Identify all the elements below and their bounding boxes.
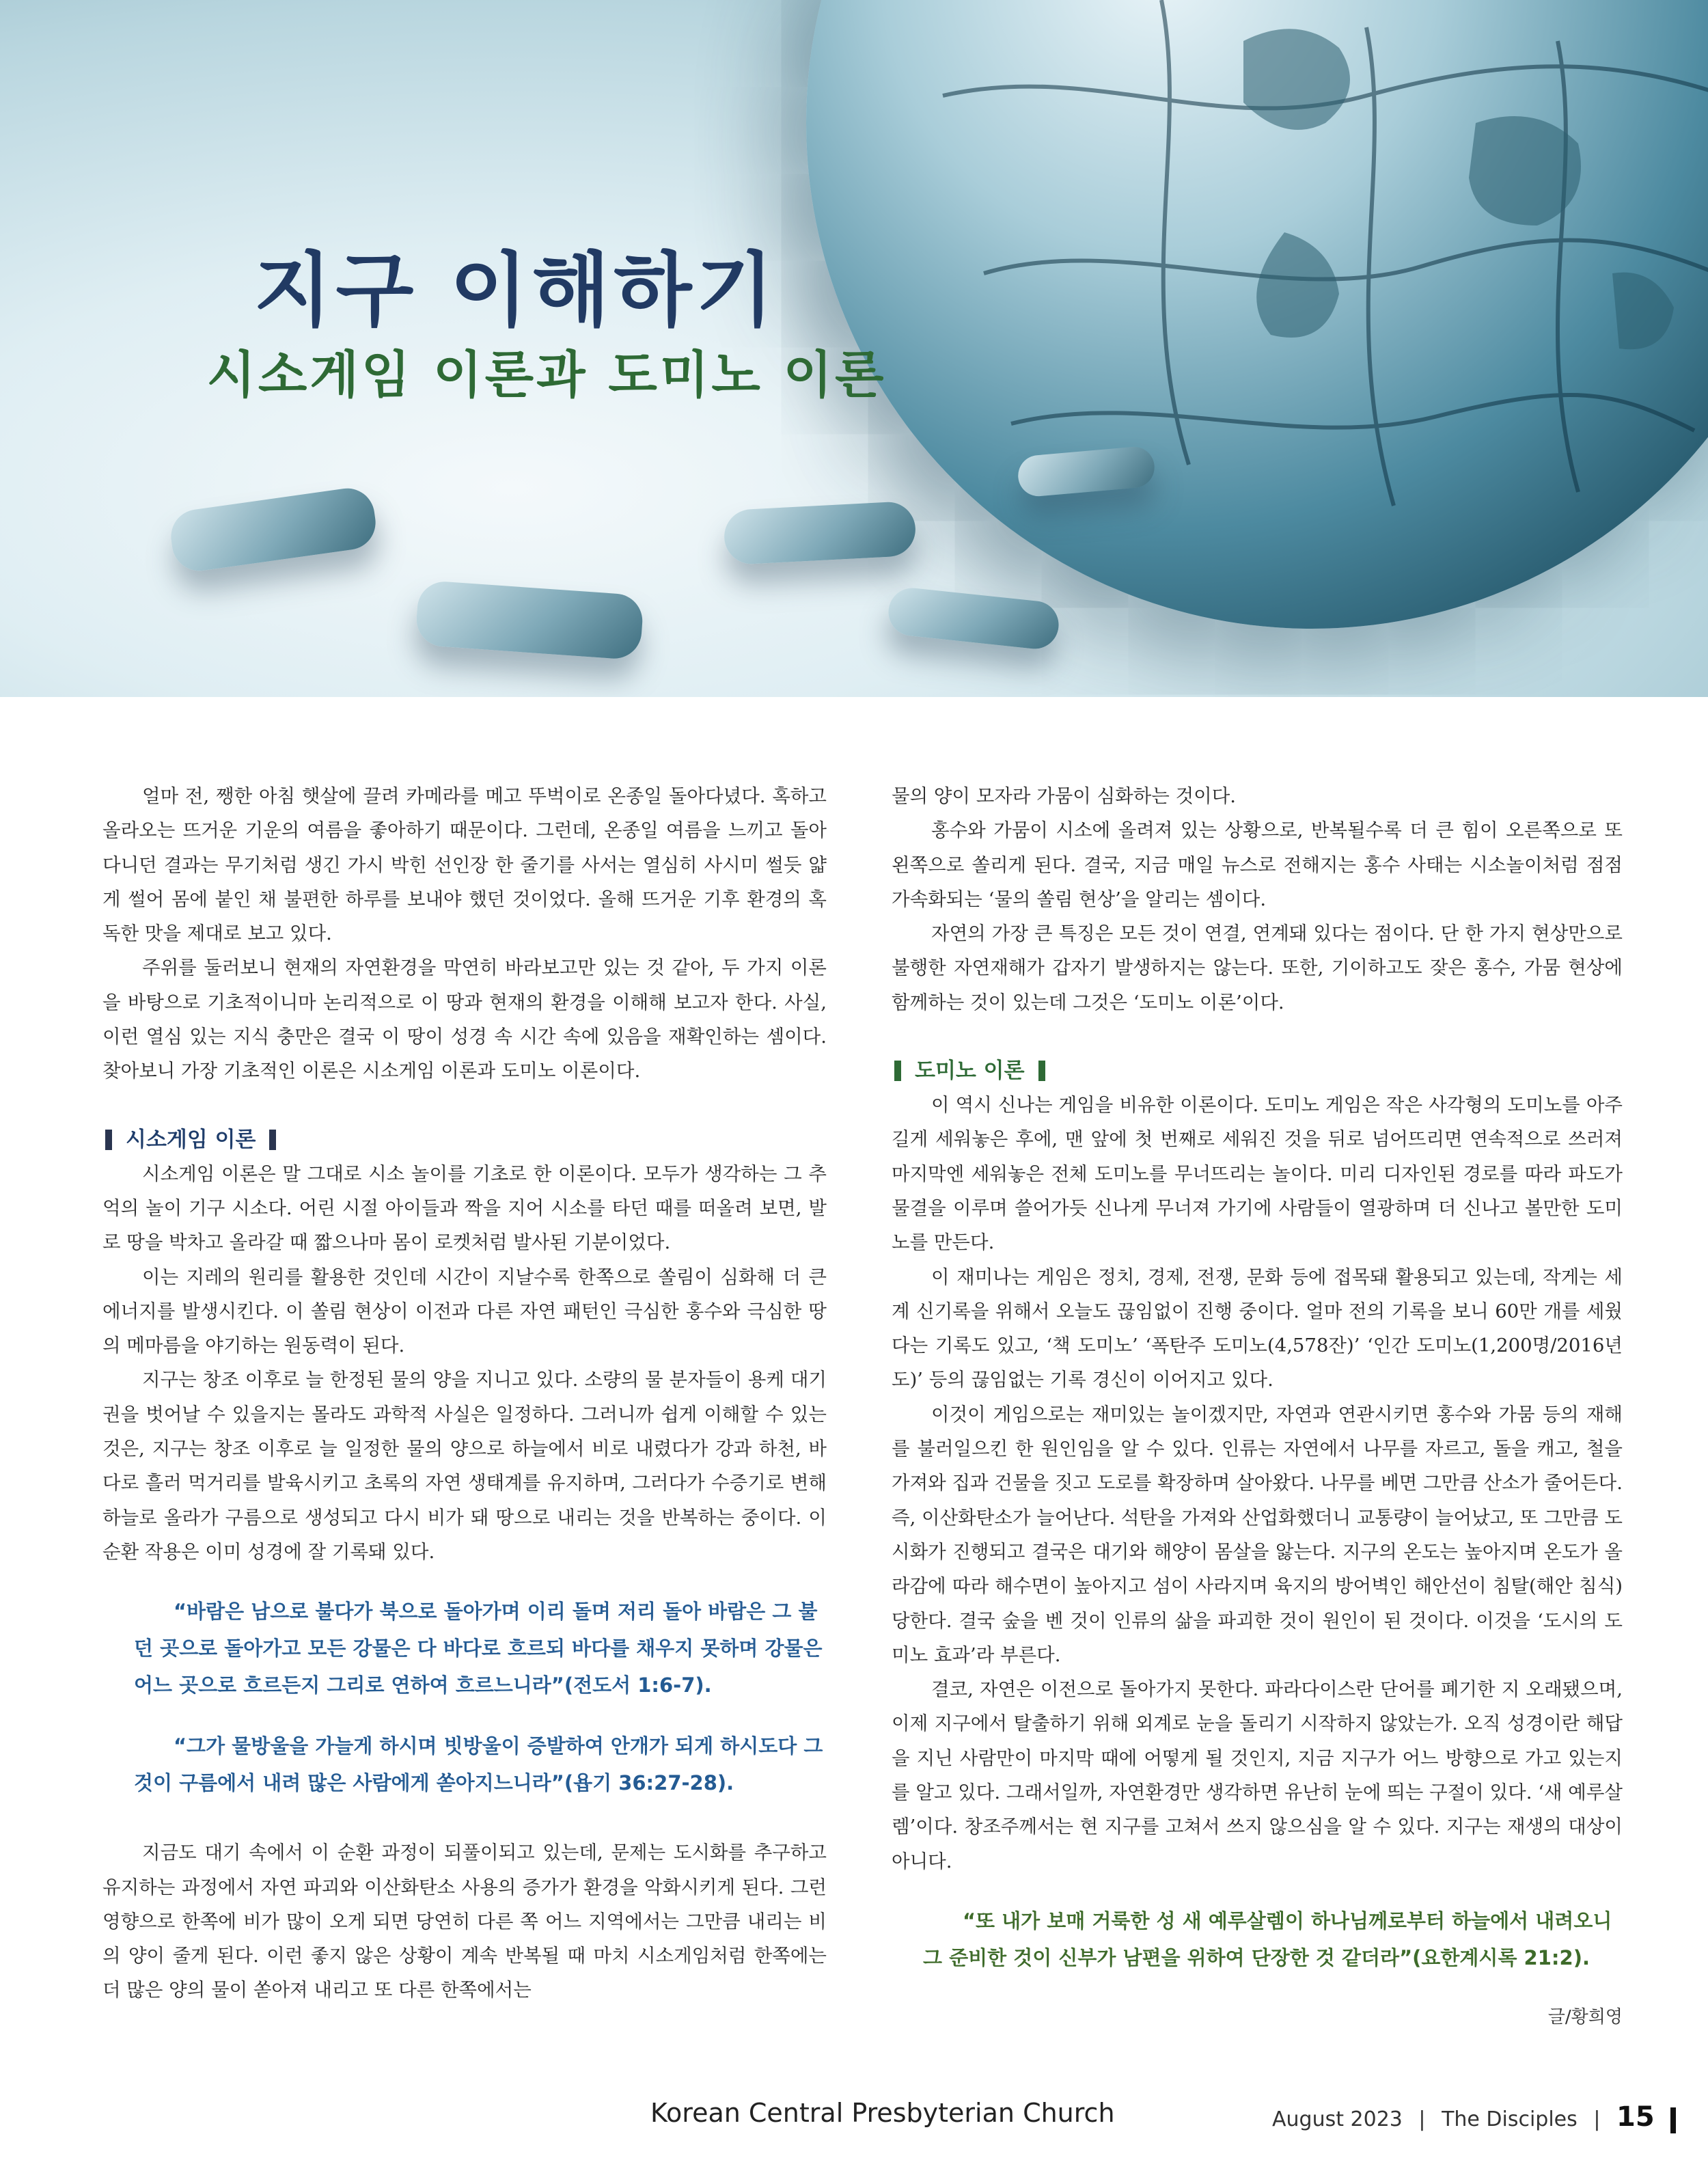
author-credit: 글/황희영 [1547,2006,1623,2027]
footer-separator: | [1418,2107,1426,2131]
paragraph: 시소게임 이론은 말 그대로 시소 놀이를 기초로 한 이론이다. 모두가 생각하는 그 추억의 놀이 기구 시소다. 어린 시절 아이들과 짝을 지어 시소를 타던 때를 떠올려 보면, 발로 땅을 박차고 올라갈 때 짧으나마 몸이 로켓처럼 발사된 기분이었다. [102,1162,827,1254]
paragraph: 홍수와 가뭄이 시소에 올려져 있는 상황으로, 반복될수록 더 큰 힘이 오른쪽으로 또 왼쪽으로 쏠리게 된다. 결국, 지금 매일 뉴스로 전해지는 홍수 사태는 시소놀이처럼 점점 가속화되는 ‘물의 쏠림 현상’을 알리는 셈이다. [892,819,1623,910]
footer-issue-info [1272,2101,1676,2133]
paragraph: 이것이 게임으로는 재미있는 놀이겠지만, 자연과 연관시키면 홍수와 가뭄 등의 재해를 불러일으킨 한 원인임을 알 수 있다. 인류는 자연에서 나무를 자르고, 돌을 캐고, 철을 가져와 집과 건물을 짓고 도로를 확장하며 살아왔다. 나무를 베면 그만큼 산소가 줄어든다. 즉, 이산화탄소가 늘어난다. 석탄을 가져와 산업화했더니 교통량이 늘어났고, 또 그만큼 도시화가 진행되고 결국은 대기와 해양이 몸살을 앓는다. 지구의 온도는 높아지며 온도가 올라감에 따라 해수면이 높아지고 섬이 사라지며 육지의 방어벽인 해안선이 침탈(해안 침식)당한다. 결국 숲을 벤 것이 인류의 삶을 파괴한 것이 원인이 된 것이다. 이것을 ‘도시의 도미노 효과’라 부른다. [892,1403,1623,1666]
footer-bar-icon [1670,2107,1676,2133]
footer-church-name: Korean Central Presbyterian Church [650,2098,1115,2128]
puzzle-piece-image [167,485,379,575]
section-heading-domino [892,1054,1623,1088]
footer-issue-date: August 2023 [1272,2107,1403,2131]
footer-magazine-name: The Disciples [1442,2107,1578,2131]
bible-quote: “그가 물방울을 가늘게 하시며 빗방울이 증발하여 안개가 되게 하시도다 그것이 구름에서 내려 많은 사람에게 쏟아지느니라”(욥기 36:27-28). [134,1734,823,1795]
footer-separator: | [1593,2107,1601,2131]
section-heading-label: 도미노 이론 [915,1058,1025,1083]
paragraph: 지구는 창조 이후로 늘 한정된 물의 양을 지니고 있다. 소량의 물 분자들이 용케 대기권을 벗어날 수 있을지는 몰라도 과학적 사실은 일정하다. 그러니까 쉽게 이해할 수 있는 것은, 지구는 창조 이후로 늘 일정한 물의 양으로 하늘에서 비로 내렸다가 강과 하천, 바다로 흘러 먹거리를 발육시키고 초록의 자연 생태계를 유지하며, 그러다가 수증기로 변해 하늘로 올라가 구름으로 생성되고 다시 비가 돼 땅으로 내리는 것을 반복하는 중이다. 이 순환 작용은 이미 성경에 잘 기록돼 있다. [102,1369,827,1563]
page-title: 지구 이해하기 [253,243,778,338]
page-number: 15 [1616,2101,1655,2133]
heading-bar-icon [105,1130,112,1150]
bible-quote: “바람은 남으로 불다가 북으로 돌아가며 이리 돌며 저리 돌아 바람은 그 불던 곳으로 돌아가고 모든 강물은 다 바다로 흐르되 바다를 채우지 못하며 강물은 어느 곳으로 흐르든지 그리로 연하여 흐르느니라”(전도서 1:6-7). [134,1600,823,1697]
puzzle-piece-image [415,580,644,661]
paragraph: 결코, 자연은 이전으로 돌아가지 못한다. 파라다이스란 단어를 폐기한 지 오래됐으며, 이제 지구에서 탈출하기 위해 외계로 눈을 돌리기 시작하지 않았는가. 오직 성경이란 해답을 지닌 사람만이 마지막 때에 어떻게 될 것인지, 지금 지구가 어느 방향으로 가고 있는지를 알고 있다. 그래서일까, 자연환경만 생각하면 유난히 눈에 띄는 구절이 있다. ‘새 예루살렘’이다. 창조주께서는 현 지구를 고쳐서 쓰지 않으심을 알 수 있다. 지구는 재생의 대상이 아니다. [892,1678,1623,1872]
section-heading-seesaw [102,1123,827,1157]
paragraph: 물의 양이 모자라 가뭄이 심화하는 것이다. [892,785,1237,807]
bible-quote: “또 내가 보매 거룩한 성 새 예루살렘이 하나님께로부터 하늘에서 내려오니 그 준비한 것이 신부가 남편을 위하여 단장한 것 같더라”(요한계시록 21:2). [923,1909,1612,1969]
puzzle-piece-image [723,501,917,566]
paragraph: 얼마 전, 쨍한 아침 햇살에 끌려 카메라를 메고 뚜벅이로 온종일 돌아다녔다. 혹하고 올라오는 뜨거운 기운의 여름을 좋아하기 때문이다. 그런데, 온종일 여름을 느끼고 돌아다니던 결과는 무기처럼 생긴 가시 박힌 선인장 한 줄기를 사서는 열심히 사시미 썰듯 얇게 썰어 몸에 붙인 채 불편한 하루를 보내야 했던 것이었다. 올해 뜨거운 기후 환경의 혹독한 맛을 제대로 보고 있다. [102,785,827,945]
heading-bar-icon [894,1061,901,1081]
paragraph: 주위를 둘러보니 현재의 자연환경을 막연히 바라보고만 있는 것 같아, 두 가지 이론을 바탕으로 기초적이니마 논리적으로 이 땅과 현재의 환경을 이해해 보고자 한다. 사실, 이런 열심 있는 지식 충만은 결국 이 땅이 성경 속 시간 속에 있음을 재확인하는 셈이다. 찾아보니 가장 기초적인 이론은 시소게임 이론과 도미노 이론이다. [102,957,827,1082]
paragraph: 지금도 대기 속에서 이 순환 과정이 되풀이되고 있는데, 문제는 도시화를 추구하고 유지하는 과정에서 자연 파괴와 이산화탄소 사용의 증가가 환경을 악화시키게 된다. 그런 영향으로 한쪽에 비가 많이 오게 되면 당연히 다른 쪽 어느 지역에서는 그만큼 내리는 비의 양이 줄게 된다. 이런 좋지 않은 상황이 계속 반복될 때 마치 시소게임처럼 한쪽에는 더 많은 양의 물이 쏟아져 내리고 또 다른 한쪽에서는 [102,1842,827,2002]
section-heading-label: 시소게임 이론 [126,1127,256,1152]
paragraph: 이 역시 신나는 게임을 비유한 이론이다. 도미노 게임은 작은 사각형의 도미노를 아주 길게 세워놓은 후에, 맨 앞에 첫 번째로 세워진 것을 뒤로 넘어뜨리면 연속적으로 쓰러져 마지막엔 세워놓은 전체 도미노를 무너뜨리는 놀이다. 미리 디자인된 경로를 따라 파도가 물결을 이루며 쓸어가듯 신나게 무너져 가기에 사람들이 열광하며 더 신나고 볼만한 도미노를 만든다. [892,1094,1623,1254]
heading-bar-icon [269,1130,276,1150]
right-column [892,779,1623,2034]
heading-bar-icon [1038,1061,1045,1081]
paragraph: 이는 지레의 원리를 활용한 것인데 시간이 지날수록 한쪽으로 쏠림이 심화해 더 큰 에너지를 발생시킨다. 이 쏠림 현상이 이전과 다른 자연 패턴인 극심한 홍수와 극심한 땅의 메마름을 야기하는 원동력이 된다. [102,1266,827,1357]
page-subtitle: 시소게임 이론과 도미노 이론 [206,346,887,405]
left-column [102,779,827,2008]
paragraph: 이 재미나는 게임은 정치, 경제, 전쟁, 문화 등에 접목돼 활용되고 있는데, 작게는 세계 신기록을 위해서 오늘도 끊임없이 진행 중이다. 얼마 전의 기록을 보니 60만 개를 세웠다는 기록도 있고, ‘책 도미노’ ‘폭탄주 도미노(4,578잔)’ ‘인간 도미노(1,200명/2016년도)’ 등의 끊임없는 기록 경신이 이어지고 있다. [892,1266,1623,1391]
paragraph: 자연의 가장 큰 특징은 모든 것이 연결, 연계돼 있다는 점이다. 단 한 가지 현상만으로 불행한 자연재해가 갑자기 발생하지는 않는다. 또한, 기이하고도 잦은 홍수, 가뭄 현상에 함께하는 것이 있는데 그것은 ‘도미노 이론’이다. [892,923,1623,1013]
